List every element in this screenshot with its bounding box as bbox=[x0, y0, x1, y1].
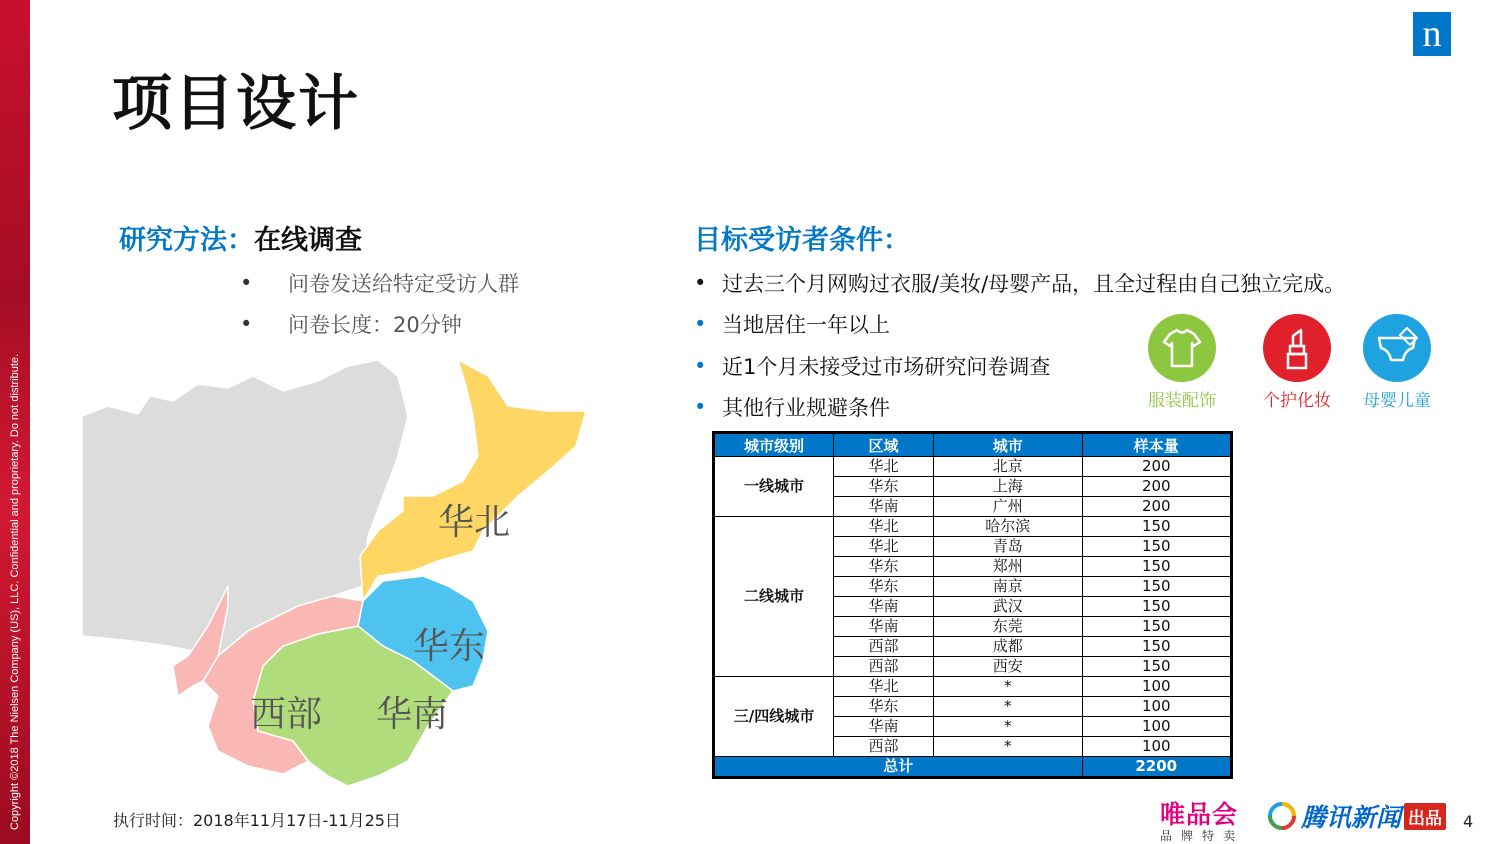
tencent-tag: 出品 bbox=[1404, 803, 1446, 830]
table-cell: 西安 bbox=[934, 657, 1082, 677]
tier-cell: 一线城市 bbox=[715, 457, 834, 517]
table-cell: * bbox=[934, 677, 1082, 697]
table-cell: * bbox=[934, 697, 1082, 717]
table-cell: 200 bbox=[1082, 497, 1230, 517]
method-bullets bbox=[240, 262, 519, 344]
page-number: 4 bbox=[1463, 812, 1474, 831]
table-cell: 西部 bbox=[834, 637, 934, 657]
table-cell: 100 bbox=[1082, 737, 1230, 757]
list-item bbox=[240, 303, 519, 344]
table-cell: 北京 bbox=[934, 457, 1082, 477]
china-region-map bbox=[78, 356, 590, 788]
table-cell: 100 bbox=[1082, 677, 1230, 697]
table-cell: 150 bbox=[1082, 637, 1230, 657]
tier-cell: 二线城市 bbox=[715, 517, 834, 677]
table-cell: 150 bbox=[1082, 597, 1230, 617]
bullet-icon: • bbox=[694, 312, 707, 337]
table-cell: 华南 bbox=[834, 717, 934, 737]
table-cell: * bbox=[934, 717, 1082, 737]
table-cell: 100 bbox=[1082, 697, 1230, 717]
copyright-notice bbox=[3, 230, 27, 830]
table-body bbox=[715, 457, 1231, 777]
red-sidebar bbox=[0, 0, 30, 844]
criteria-heading: 目标受访者条件： bbox=[694, 225, 910, 256]
bullet-icon: • bbox=[694, 353, 707, 378]
map-label-east: 华东 bbox=[413, 626, 486, 667]
bullet-icon: • bbox=[694, 395, 707, 420]
tencent-name: 腾讯新闻 bbox=[1301, 803, 1402, 832]
category-label: 个护化妆 bbox=[1263, 391, 1331, 411]
table-cell: 华东 bbox=[834, 477, 934, 497]
table-cell: 华南 bbox=[834, 497, 934, 517]
category-label: 母婴儿童 bbox=[1363, 391, 1431, 411]
lipstick-icon bbox=[1263, 314, 1331, 382]
bullet-text: 近1个月未接受过市场研究问卷调查 bbox=[722, 354, 1051, 379]
bullet-text: 过去三个月网购过衣服/美妆/母婴产品，且全过程由自己独立完成。 bbox=[722, 271, 1346, 296]
bullet-text: 问卷长度：20分钟 bbox=[288, 312, 462, 337]
vip-logo bbox=[1160, 795, 1244, 844]
tencent-news-logo bbox=[1267, 798, 1446, 834]
bullet-icon: • bbox=[694, 270, 707, 295]
tshirt-icon bbox=[1148, 314, 1216, 382]
table-cell: 150 bbox=[1082, 577, 1230, 597]
method-label: 研究方法： bbox=[119, 225, 254, 256]
table-cell: 西部 bbox=[834, 657, 934, 677]
table-cell: 华北 bbox=[834, 677, 934, 697]
map-label-south: 华南 bbox=[376, 694, 449, 735]
bullet-text: 当地居住一年以上 bbox=[722, 313, 890, 338]
table-cell: 华东 bbox=[834, 557, 934, 577]
table-cell: 成都 bbox=[934, 637, 1082, 657]
category-icons bbox=[1145, 314, 1445, 414]
table-header: 区域 bbox=[834, 434, 934, 457]
table-total-row bbox=[715, 757, 1231, 777]
page-title: 项目设计 bbox=[112, 69, 360, 139]
tencent-swirl-icon bbox=[1267, 801, 1297, 831]
table-cell: 150 bbox=[1082, 537, 1230, 557]
sample-size-table bbox=[714, 433, 1231, 777]
tier-cell: 三/四线城市 bbox=[715, 677, 834, 757]
table-cell: * bbox=[934, 737, 1082, 757]
table-cell: 华北 bbox=[834, 517, 934, 537]
bullet-text: 其他行业规避条件 bbox=[722, 396, 890, 421]
table-cell: 150 bbox=[1082, 557, 1230, 577]
table-cell: 华北 bbox=[834, 537, 934, 557]
bullet-text: 问卷发送给特定受访人群 bbox=[288, 271, 519, 296]
table-cell: 西部 bbox=[834, 737, 934, 757]
vip-name: 唯品会 bbox=[1160, 800, 1239, 829]
table-cell: 100 bbox=[1082, 717, 1230, 737]
table-header: 样本量 bbox=[1082, 434, 1230, 457]
method-value: 在线调查 bbox=[254, 225, 362, 256]
table-cell: 武汉 bbox=[934, 597, 1082, 617]
table-cell: 南京 bbox=[934, 577, 1082, 597]
map-label-west: 西部 bbox=[250, 694, 323, 735]
table-cell: 郑州 bbox=[934, 557, 1082, 577]
table-header: 城市级别 bbox=[715, 434, 834, 457]
bullet-icon: • bbox=[240, 311, 253, 336]
table-cell: 150 bbox=[1082, 517, 1230, 537]
table-cell: 华东 bbox=[834, 577, 934, 597]
table-row bbox=[715, 457, 1231, 477]
list-item bbox=[694, 262, 1345, 304]
table-cell: 华南 bbox=[834, 617, 934, 637]
diaper-icon bbox=[1363, 314, 1431, 382]
table-cell: 哈尔滨 bbox=[934, 517, 1082, 537]
copyright-text: Copyright ©2018 The Nielsen Company (US), LLC. Confidential and proprietary. Do not distribute. bbox=[9, 353, 21, 830]
table-cell: 150 bbox=[1082, 617, 1230, 637]
category-label: 服装配饰 bbox=[1148, 391, 1216, 411]
table-cell: 华东 bbox=[834, 697, 934, 717]
table-cell: 华北 bbox=[834, 457, 934, 477]
table-cell: 华南 bbox=[834, 597, 934, 617]
total-value: 2200 bbox=[1082, 757, 1230, 777]
table-header-row bbox=[715, 434, 1231, 457]
table-cell: 东莞 bbox=[934, 617, 1082, 637]
table-cell: 200 bbox=[1082, 477, 1230, 497]
table-cell: 青岛 bbox=[934, 537, 1082, 557]
table-cell: 上海 bbox=[934, 477, 1082, 497]
table-cell: 广州 bbox=[934, 497, 1082, 517]
table-cell: 150 bbox=[1082, 657, 1230, 677]
table-header: 城市 bbox=[934, 434, 1082, 457]
vip-slogan: 品牌特卖 bbox=[1160, 829, 1245, 843]
total-label: 总计 bbox=[715, 757, 1083, 777]
method-heading bbox=[119, 218, 362, 257]
table-cell: 200 bbox=[1082, 457, 1230, 477]
table-row bbox=[715, 677, 1231, 697]
map-label-north: 华北 bbox=[438, 502, 511, 543]
table-row bbox=[715, 517, 1231, 537]
execution-time: 执行时间：2018年11月17日-11月25日 bbox=[113, 811, 401, 830]
nielsen-logo: n bbox=[1413, 12, 1451, 56]
bullet-icon: • bbox=[240, 270, 253, 295]
list-item bbox=[240, 262, 519, 303]
